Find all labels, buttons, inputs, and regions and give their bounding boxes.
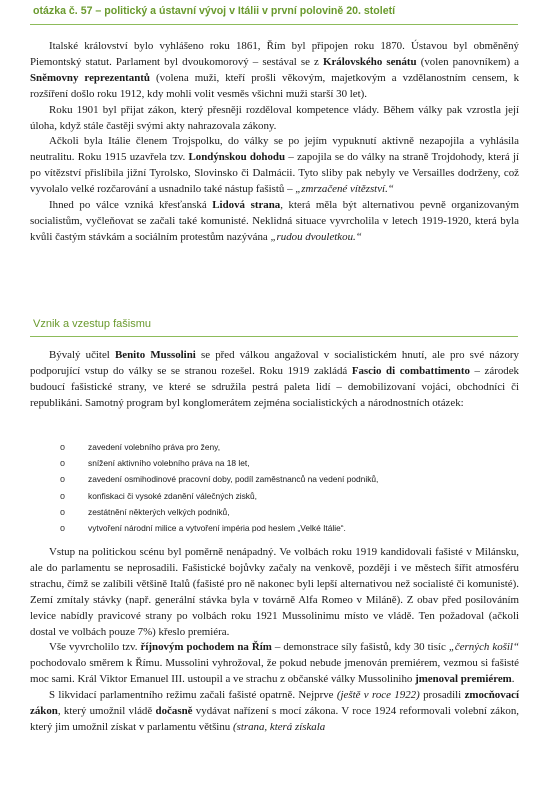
paragraph: Ihned po válce vzniká křesťanská Lidová strana, která měla být alternativou pevně organizovaným socialistům, vyčleňovat se začali také komunisté. Neklidná situace vyvrcholila v letech 1919-1920, která byla kvůli častým stávkám a sociálním protestům nazývána „rudou dvouletkou.“	[30, 199, 519, 243]
program-list	[60, 439, 520, 536]
paragraph: Italské království bylo vyhlášeno roku 1861, Řím byl připojen roku 1870. Ústavou byl obměněný Piemontský statut. Parlament byl dvoukomorový – sestával se z Královského senátu (volen panovníkem) a Sněmovny reprezentantů (volena muži, kteří prošli věkovým, majetkovým a vzdělanostním censem, k rozšíření došlo roku 1912, kdy mohli volit vesměs všichni muži starší 30 let).	[30, 40, 520, 100]
section-block-2	[30, 545, 519, 736]
bullet-icon: o	[60, 458, 66, 469]
list-item: o konfiskaci či vysoké zdanění válečných zisků,	[60, 488, 520, 504]
bullet-icon: o	[60, 442, 66, 452]
section-block-1	[30, 348, 519, 412]
bullet-icon: o	[60, 474, 66, 485]
paragraph: Roku 1901 byl přijat zákon, který přesněji rozděloval kompetence vlády. Během války pak vzrostla její úloha, když stále častěji svými akty nahrazovala zákony.	[30, 103, 519, 132]
paragraph: Bývalý učitel Benito Mussolini se před válkou angažoval v socialistickém hnutí, ale pro své názory podporující vstup do války se se stranou rozešel. Roku 1919 zakládá Fascio di combattimento – zárodek budoucí fašistické strany, ve které se sdružila pestrá paleta lidí – demobilizovaní vojáci, obchodníci či republikáni. Samotný program byl konglomerátem zejména socialistických a národnostních otázek:	[30, 349, 519, 409]
paragraph: S likvidací parlamentního režimu začali fašisté opatrně. Nejprve (ještě v roce 1922) prosadili zmocňovací zákon, který umožnil vládě dočasně vydávat nařízení s mocí zákona. V roce 1924 reformovali volební zákon, který jim umožnil získat v parlamentu většinu (strana, která získala	[30, 689, 519, 733]
paragraph: Vše vyvrcholilo tzv. říjnovým pochodem na Řím – demonstrace síly fašistů, kdy 30 tisíc „černých košil“ pochodovalo směrem k Římu. Mussolini vyhrožoval, že pokud nebude jmenován premiérem, vezmou si fašisté moc sami. Král Viktor Emanuel III. ustoupil a ve strachu z občanské války Mussoliniho jmenoval premiérem.	[30, 641, 520, 686]
bullet-icon: o	[60, 490, 66, 501]
paragraph: Ačkoli byla Itálie členem Trojspolku, do války se po jejím vypuknutí aktivně nezapojila a vyhlásila neutralitu. Roku 1915 uzavřela tzv. Londýnskou dohodu – zapojila se do války na straně Trojdohody, která jí po vítězství přislíbila jižní Tyrolsko, Slovinsko či Dalmácii. Tyto sliby pak nebyly ve Versailles dodrženy, což vyvolalo velké rozčarování a usnadnilo také nástup fašistů – „zmrzačené vítězství.“	[30, 135, 519, 196]
intro-block	[30, 39, 519, 246]
header-rule	[30, 24, 518, 25]
list-item: o snížení aktivního volebního práva na 18 let,	[60, 455, 520, 471]
list-item: o zavedení osmihodinové pracovní doby, podíl zaměstnanců na vedení podniků,	[60, 471, 520, 487]
list-item: o vytvoření národní milice a vytvoření impéria pod heslem „Velké Itálie“.	[60, 520, 520, 536]
bullet-icon: o	[60, 506, 66, 517]
bullet-icon: o	[60, 523, 66, 534]
section-heading: Vznik a vzestup fašismu	[33, 318, 151, 330]
section-rule	[30, 336, 518, 337]
list-item: o zestátnění některých velkých podniků,	[60, 504, 520, 520]
page-title: otázka č. 57 – politický a ústavní vývoj v Itálii v první polovině 20. století	[33, 5, 396, 17]
paragraph: Vstup na politickou scénu byl poměrně nenápadný. Ve volbách roku 1919 kandidovali fašisté v Milánsku, ale do parlamentu se neprosadili. Fašistické bojůvky začaly na venkově, později i ve městech šířit atmosféru strachu, čímž se zalíbili většině Italů (fašisté pro ně nakonec byli lepší alternativou než socialisté či komunisté). Zemí zmítaly stávky (např. generální stávka byla v továrně Alfa Romeo v Miláně). Z obav před posilováním levice nabídly pravicové strany po volbách roku 1921 Mussolinimu místo ve vládě. Ten požadoval (ačkoli dostal ve volbách pouze 7%) křeslo premiéra.	[30, 546, 519, 638]
list-item: o zavedení volebního práva pro ženy,	[60, 439, 520, 455]
